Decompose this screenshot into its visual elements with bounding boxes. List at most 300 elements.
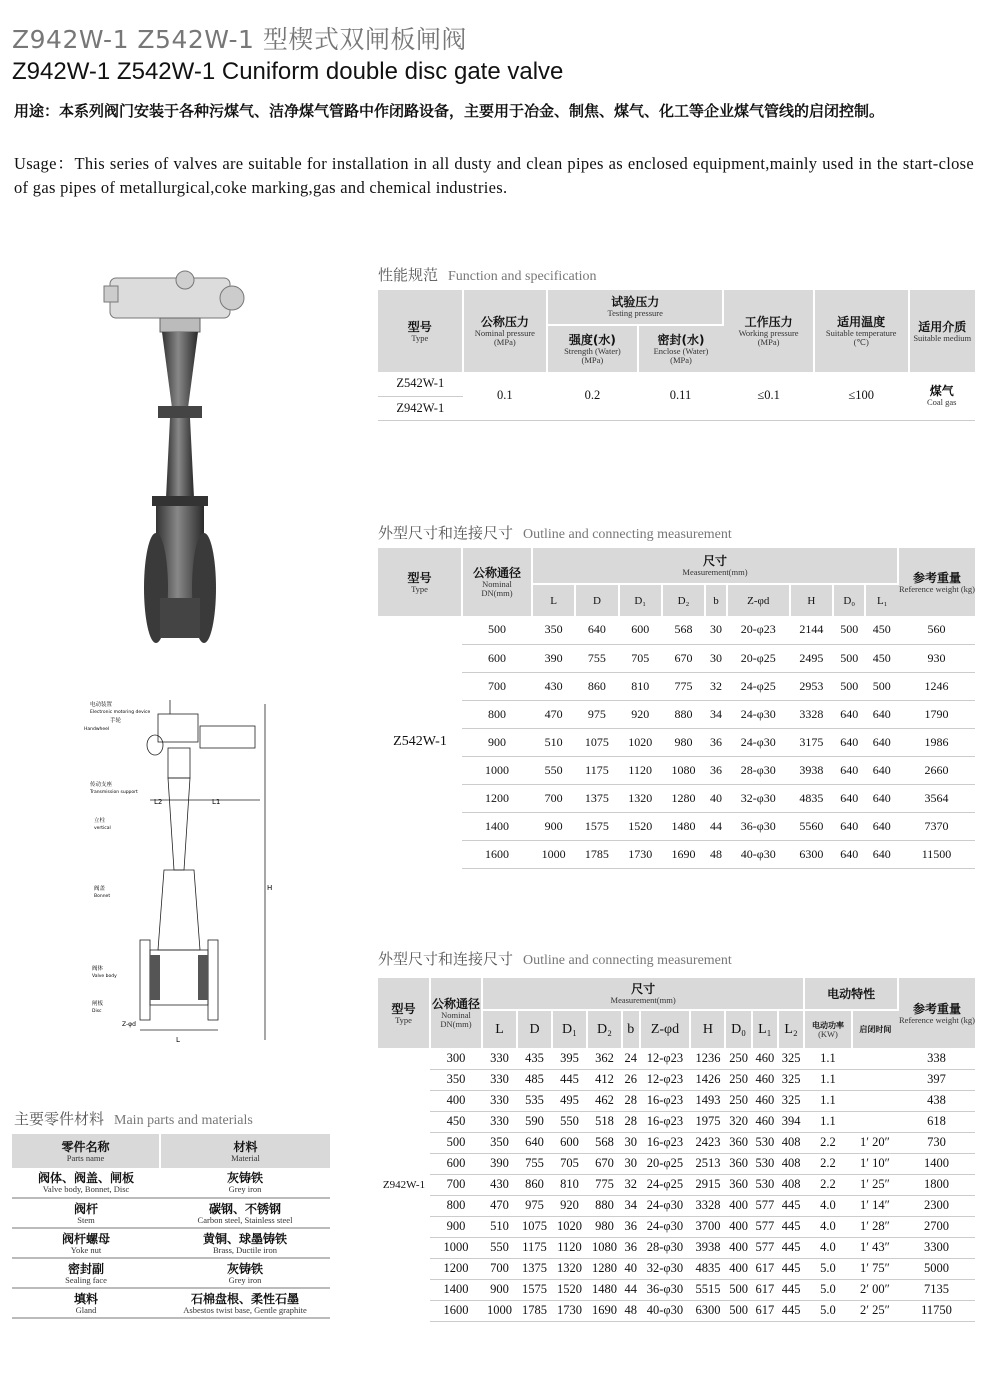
spec-h-type: 型号 Type [378,290,463,372]
parts-h-name: 零件名称 Parts name [12,1134,160,1168]
o1-table-row [378,840,975,868]
o2-cell: 1520 [552,1279,587,1300]
o2-cell: 300 [430,1048,482,1069]
o2-cell: 485 [517,1069,552,1090]
spec-h-medium: 适用介质 Suitable medium [909,290,976,372]
parts-heading [14,1108,253,1129]
o1-col-header: L [532,584,575,616]
o2-cell: 577 [752,1216,778,1237]
o2-cell: 360 [725,1153,751,1174]
o2-cell: 24-φ30 [640,1216,691,1237]
o1-cell: 1246 [898,672,975,700]
o2-cell: 1600 [430,1300,482,1321]
o1-cell: 390 [532,644,575,672]
lbl-hand: 手轮 [110,718,122,724]
o2-cell: 500 [725,1300,751,1321]
o1-cell: 640 [833,756,865,784]
o1-cell: 1075 [575,728,618,756]
o2-cell: 1575 [517,1279,552,1300]
o1-cell: 975 [575,700,618,728]
o1-cell: 1690 [662,840,705,868]
o1-cell: 1080 [662,756,705,784]
o2-cell: 400 [725,1237,751,1258]
o2-cell: 34 [622,1195,640,1216]
o2-cell: 1′ 10″ [852,1153,898,1174]
o2-cell: 330 [482,1090,517,1111]
o2-cell [852,1090,898,1111]
o2-cell: 920 [552,1195,587,1216]
o1-cell: 1790 [898,700,975,728]
dim-l: L [176,1036,180,1044]
o2-cell: 32 [622,1174,640,1195]
o2-cell: 20-φ25 [640,1153,691,1174]
o2-cell: 1120 [552,1237,587,1258]
o1-cell: 1320 [619,784,662,812]
o2-cell [852,1111,898,1132]
o2-cell: 430 [482,1174,517,1195]
o1-h-meas: 尺寸 Measurement(mm) [532,548,898,584]
o2-cell: 600 [430,1153,482,1174]
usage-zh: 用途：本系列阀门安装于各种污煤气、洁净煤气管路中作闭路设备，主要用于冶金、制焦、煤气、化工等企业煤气管线的启闭控制。 [14,102,885,120]
o2-cell: 618 [898,1111,975,1132]
o2-cell: 550 [482,1237,517,1258]
o2-cell: 30 [622,1153,640,1174]
outline1-heading-zh: 外型尺寸和连接尺寸 [378,524,514,542]
o1-cell: 640 [833,784,865,812]
spec-heading [378,264,597,285]
o1-cell: 810 [619,672,662,700]
o2-cell: 2423 [690,1132,725,1153]
spec-table [378,290,975,421]
o1-col-header: D [575,584,618,616]
o1-cell: 44 [705,812,727,840]
o1-col-header: D₁ [619,584,662,616]
o1-cell: 1520 [619,812,662,840]
o1-cell: 705 [619,644,662,672]
o2-h-meas: 尺寸 Measurement(mm) [482,978,804,1010]
o2-cell: 460 [752,1090,778,1111]
o2-cell: 2300 [898,1195,975,1216]
o2-cell: 500 [725,1279,751,1300]
dim-l1: L1 [212,798,221,806]
o1-cell: 568 [662,616,705,644]
o2-table-row [378,1132,975,1153]
lbl-disc-en: Disc [92,1009,102,1014]
o1-type-cell: Z542W-1 [393,734,447,749]
o2-cell: 350 [430,1069,482,1090]
o2-cell: 397 [898,1069,975,1090]
o2-cell: 577 [752,1195,778,1216]
valve-photo [100,268,260,658]
o2-cell: 12-φ23 [640,1069,691,1090]
o1-table-row [378,672,975,700]
part-name: 阀体、阀盖、闸板 Valve body, Bonnet, Disc [12,1168,160,1198]
o1-cell: 670 [662,644,705,672]
o1-cell: 920 [619,700,662,728]
o2-cell: 325 [778,1048,804,1069]
o2-cell: 4.0 [804,1195,852,1216]
o2-cell: 445 [778,1195,804,1216]
o1-cell: 36 [705,728,727,756]
o2-cell: 670 [587,1153,622,1174]
o1-col-header: D₀ [833,584,865,616]
part-name: 密封副 Sealing face [12,1258,160,1288]
o1-cell: 470 [532,700,575,728]
o1-cell: 3328 [790,700,833,728]
o2-cell: 48 [622,1300,640,1321]
o2-cell: 390 [482,1153,517,1174]
o2-cell: 412 [587,1069,622,1090]
outline2-table [378,978,975,1322]
o2-cell: 500 [430,1132,482,1153]
o2-cell: 2513 [690,1153,725,1174]
o2-table-row [378,1216,975,1237]
o2-cell: 880 [587,1195,622,1216]
o2-cell: 980 [587,1216,622,1237]
part-material: 石棉盘根、柔性石墨 Asbestos twist base, Gentle graphite [160,1288,330,1318]
o2-cell: 16-φ23 [640,1090,691,1111]
lbl-bonnet-en: Bonnet [94,894,111,899]
o2-cell: 2.2 [804,1132,852,1153]
o2-cell: 395 [552,1048,587,1069]
o1-cell: 550 [532,756,575,784]
o1-cell: 34 [705,700,727,728]
o1-cell: 560 [898,616,975,644]
o1-cell: 7370 [898,812,975,840]
o2-cell: 1236 [690,1048,725,1069]
o2-cell: 3938 [690,1237,725,1258]
o2-cell: 330 [482,1069,517,1090]
o2-cell: 700 [482,1258,517,1279]
o2-col-header: b [622,1010,640,1048]
o2-cell: 617 [752,1258,778,1279]
o2-cell: 32-φ30 [640,1258,691,1279]
o2-cell: 975 [517,1195,552,1216]
o2-cell: 450 [430,1111,482,1132]
o2-cell: 7135 [898,1279,975,1300]
spec-medium: 煤气 Coal gas [909,372,976,420]
o2-cell: 1′ 75″ [852,1258,898,1279]
o2-table-row [378,1153,975,1174]
o2-cell: 330 [482,1111,517,1132]
o2-cell: 755 [517,1153,552,1174]
spec-np: 0.1 [463,372,548,420]
lbl-hand-en: Handwheel [84,727,110,732]
o2-cell: 530 [752,1132,778,1153]
o2-cell: 24-φ25 [640,1174,691,1195]
o2-cell: 617 [752,1279,778,1300]
o1-cell: 11500 [898,840,975,868]
o2-cell: 400 [725,1195,751,1216]
outline1-heading [378,522,732,543]
o1-cell: 32 [705,672,727,700]
o2-cell: 5000 [898,1258,975,1279]
o2-cell: 530 [752,1153,778,1174]
o1-col-header: b [705,584,727,616]
lbl-trans-en: Transmission support [90,790,138,795]
lbl-bonnet: 阀盖 [94,886,106,892]
o2-cell: 617 [752,1300,778,1321]
spec-strength: 0.2 [547,372,638,420]
o1-cell: 36-φ30 [727,812,790,840]
o1-cell: 450 [865,644,898,672]
parts-table-row [12,1198,330,1228]
o2-cell: 400 [430,1090,482,1111]
o1-cell: 3175 [790,728,833,756]
o1-cell: 20-φ25 [727,644,790,672]
o2-cell: 1690 [587,1300,622,1321]
spec-h-enclose: 密封(水) Enclose (Water) (MPa) [638,325,724,372]
o1-cell: 40 [705,784,727,812]
lbl-actuator: 电动装置 [90,702,113,708]
o2-cell: 1426 [690,1069,725,1090]
o2-cell: 5.0 [804,1300,852,1321]
o2-cell: 250 [725,1090,751,1111]
o2-cell: 730 [898,1132,975,1153]
o2-cell: 1730 [552,1300,587,1321]
o2-cell: 535 [517,1090,552,1111]
o2-cell: 860 [517,1174,552,1195]
o1-cell: 640 [865,728,898,756]
o1-cell: 640 [833,812,865,840]
o1-cell: 1280 [662,784,705,812]
o2-cell: 460 [752,1069,778,1090]
o2-cell: 445 [778,1300,804,1321]
o2-cell: 2′ 25″ [852,1300,898,1321]
part-name: 阀杆螺母 Yoke nut [12,1228,160,1258]
o2-cell: 12-φ23 [640,1048,691,1069]
o1-cell: 500 [865,672,898,700]
o2-cell: 1375 [517,1258,552,1279]
o1-table-row [378,728,975,756]
o1-cell: 1480 [662,812,705,840]
o1-cell: 900 [462,728,532,756]
o1-cell: 1175 [575,756,618,784]
o1-cell: 4835 [790,784,833,812]
o2-cell: 28-φ30 [640,1237,691,1258]
parts-table [12,1134,330,1319]
part-name: 填料 Gland [12,1288,160,1318]
o2-cell: 1400 [430,1279,482,1300]
o2-table-row [378,1258,975,1279]
o1-cell: 1120 [619,756,662,784]
o2-cell: 510 [482,1216,517,1237]
o1-col-header: L₁ [865,584,898,616]
o2-cell: 810 [552,1174,587,1195]
o2-table-row [378,1069,975,1090]
o2-table-row [378,1195,975,1216]
parts-table-row [12,1258,330,1288]
o1-col-header: H [790,584,833,616]
o1-table-row [378,812,975,840]
spec-type-1: Z542W-1 [378,372,463,396]
usage-en: Usage：This series of valves are suitable for installation in all dusty and clean pipes as enclosed equipment,mainly used in the start-close of gas pipes of metallurgical,coke marking,gas and chemical industries. [14,154,974,197]
o2-cell: 350 [482,1132,517,1153]
o2-cell: 400 [725,1258,751,1279]
o2-cell: 2915 [690,1174,725,1195]
o2-cell: 1000 [430,1237,482,1258]
o2-cell: 16-φ23 [640,1132,691,1153]
valve-drawing [80,700,290,1050]
o2-col-header: H [690,1010,725,1048]
o2-cell: 16-φ23 [640,1111,691,1132]
o2-cell: 775 [587,1174,622,1195]
o2-cell: 325 [778,1090,804,1111]
o2-cell: 1000 [482,1300,517,1321]
parts-heading-en: Main parts and materials [114,1113,253,1128]
o1-cell: 24-φ30 [727,728,790,756]
o2-col-header: D₂ [587,1010,622,1048]
o2-cell: 1′ 28″ [852,1216,898,1237]
o2-cell: 900 [482,1279,517,1300]
spec-h-np: 公称压力 Nominal pressure (MPa) [463,290,548,372]
o1-cell: 1575 [575,812,618,840]
o1-cell: 430 [532,672,575,700]
o1-cell: 500 [462,616,532,644]
o2-table-row [378,1279,975,1300]
dim-l2: L2 [154,798,163,806]
o2-cell: 1080 [587,1237,622,1258]
o1-cell: 640 [865,812,898,840]
parts-heading-zh: 主要零件材料 [14,1110,105,1128]
o2-cell: 900 [430,1216,482,1237]
o2-cell: 2.2 [804,1153,852,1174]
o2-col-header: D₀ [725,1010,751,1048]
o1-cell: 28-φ30 [727,756,790,784]
outline1-heading-en: Outline and connecting measurement [523,527,732,542]
parts-h-material: 材料 Material [160,1134,330,1168]
o1-cell: 640 [865,756,898,784]
o2-cell: 11750 [898,1300,975,1321]
o2-cell: 2.2 [804,1174,852,1195]
o1-cell: 500 [833,644,865,672]
o2-cell: 1′ 14″ [852,1195,898,1216]
o1-cell: 640 [833,700,865,728]
o2-cell: 4.0 [804,1237,852,1258]
o1-cell: 640 [865,784,898,812]
o1-cell: 1375 [575,784,618,812]
o1-cell: 32-φ30 [727,784,790,812]
o1-table-row [378,756,975,784]
o2-cell: 1020 [552,1216,587,1237]
spec-type-2: Z942W-1 [378,396,463,420]
o2-cell: 1.1 [804,1048,852,1069]
part-material: 黄铜、球墨铸铁 Brass, Ductile iron [160,1228,330,1258]
o1-table-row [378,644,975,672]
lbl-actuator-en: Electronic motoring device [90,710,151,715]
lbl-body: 阀体 [92,966,104,972]
o2-cell: 460 [752,1048,778,1069]
o2-h-elec: 电动特性 [804,978,898,1010]
o2-cell: 530 [752,1174,778,1195]
o1-cell: 930 [898,644,975,672]
o2-cell: 438 [898,1090,975,1111]
o2-cell: 518 [587,1111,622,1132]
parts-table-row [12,1168,330,1198]
o2-cell: 1175 [517,1237,552,1258]
o1-cell: 640 [833,840,865,868]
o1-cell: 800 [462,700,532,728]
o2-cell: 24-φ30 [640,1195,691,1216]
o2-cell: 400 [725,1216,751,1237]
o1-cell: 640 [865,700,898,728]
o2-cell: 1200 [430,1258,482,1279]
o1-cell: 2660 [898,756,975,784]
o1-cell: 1400 [462,812,532,840]
o2-h-dn: 公称通径 Nominal DN(mm) [430,978,482,1048]
outline2-heading-en: Outline and connecting measurement [523,953,732,968]
o2-cell: 800 [430,1195,482,1216]
o2-cell: 1′ 25″ [852,1174,898,1195]
o2-cell: 2′ 00″ [852,1279,898,1300]
o2-col-header: L₁ [752,1010,778,1048]
o2-cell: 568 [587,1132,622,1153]
o2-col-header: L [482,1010,517,1048]
spec-h-temp: 适用温度 Suitable temperature (℃) [814,290,909,372]
o1-col-header: D₂ [662,584,705,616]
spec-wp: ≤0.1 [723,372,814,420]
part-material: 碳钢、不锈钢 Carbon steel, Stainless steel [160,1198,330,1228]
o1-cell: 600 [462,644,532,672]
o1-cell: 1200 [462,784,532,812]
o2-cell: 394 [778,1111,804,1132]
o1-cell: 24-φ30 [727,700,790,728]
o1-h-type: 型号 Type [378,548,462,616]
o1-cell: 24-φ25 [727,672,790,700]
o2-cell: 250 [725,1048,751,1069]
o1-cell: 30 [705,616,727,644]
o2-cell: 36-φ30 [640,1279,691,1300]
o2-col-header: Z-φd [640,1010,691,1048]
o2-col-header: L₂ [778,1010,804,1048]
o2-cell: 462 [587,1090,622,1111]
o2-cell: 36 [622,1216,640,1237]
o2-cell: 330 [482,1048,517,1069]
o2-cell: 445 [778,1237,804,1258]
o2-cell: 24 [622,1048,640,1069]
o2-table-row [378,1174,975,1195]
o2-h-weight: 参考重量 Reference weight (kg) [898,978,975,1048]
o2-cell: 6300 [690,1300,725,1321]
o1-cell: 30 [705,644,727,672]
o2-cell: 44 [622,1279,640,1300]
o2-cell: 1.1 [804,1090,852,1111]
o1-cell: 40-φ30 [727,840,790,868]
o1-cell: 1730 [619,840,662,868]
o1-cell: 980 [662,728,705,756]
o1-cell: 20-φ23 [727,616,790,644]
o2-cell: 28 [622,1090,640,1111]
o2-table-row [378,1300,975,1321]
o2-cell: 1400 [898,1153,975,1174]
o1-cell: 1986 [898,728,975,756]
o1-cell: 6300 [790,840,833,868]
o1-cell: 350 [532,616,575,644]
o1-col-header: Z-φd [727,584,790,616]
o1-h-weight: 参考重量 Reference weight (kg) [898,548,975,616]
o2-cell: 26 [622,1069,640,1090]
o1-cell: 880 [662,700,705,728]
o2-cell: 470 [482,1195,517,1216]
parts-table-row [12,1288,330,1318]
spec-h-test: 试验压力 Testing pressure [547,290,723,325]
o2-cell: 5.0 [804,1279,852,1300]
o1-cell: 900 [532,812,575,840]
dim-zd: Z-φd [122,1021,136,1028]
o1-cell: 3564 [898,784,975,812]
o2-cell: 445 [778,1279,804,1300]
o1-cell: 700 [462,672,532,700]
